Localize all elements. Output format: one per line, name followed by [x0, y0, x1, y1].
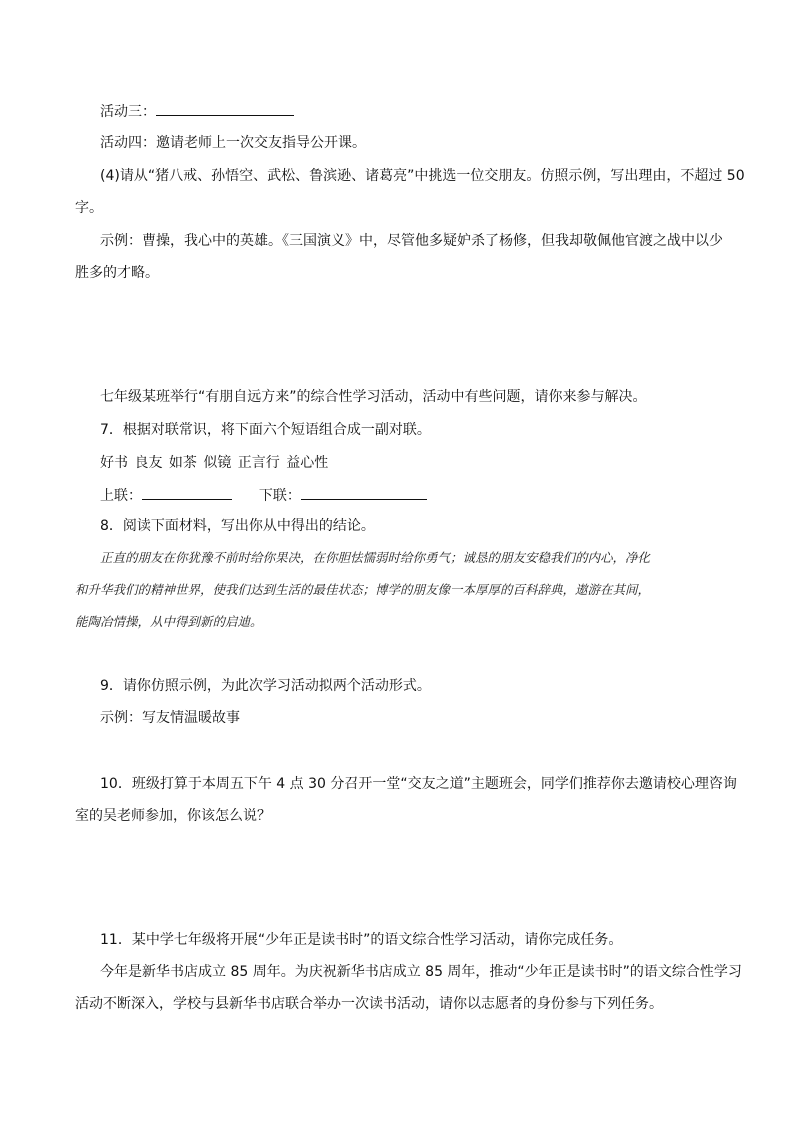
material-line-2: 和升华我们的精神世界，使我们达到生活的最佳状态；博学的朋友像一本厚厚的百科辞典，遨游在其间， [75, 582, 651, 597]
question9-example: 示例：写友情温暖故事 [100, 710, 240, 726]
material-line-3: 能陶冶情操，从中得到新的启迪。 [75, 614, 263, 629]
question7-phrases: 好书 良友 如茶 似镜 正言行 益心性 [100, 455, 329, 471]
question11-text: 11．某中学七年级将开展“少年正是读书时”的语文综合性学习活动，请你完成任务。 [100, 932, 623, 948]
question9-text: 9．请你仿照示例，为此次学习活动拟两个活动形式。 [100, 678, 431, 694]
question11-line2: 活动不断深入，学校与县新华书店联合举办一次读书活动，请你以志愿者的身份参与下列任务。 [75, 996, 663, 1012]
couplet-line [100, 485, 427, 506]
couplet-lower-label: 下联： [258, 488, 301, 504]
question10-line2: 室的吴老师参加，你该怎么说？ [75, 808, 271, 824]
couplet-upper-label: 上联： [100, 488, 142, 504]
section-intro: 七年级某班举行“有朋自远方来”的综合性学习活动，活动中有些问题，请你来参与解决。 [100, 389, 647, 405]
couplet-upper-blank[interactable] [142, 485, 232, 500]
couplet-lower-blank[interactable] [301, 485, 427, 500]
material-line-1: 正直的朋友在你犹豫不前时给你果决，在你胆怯懦弱时给你勇气；诚恳的朋友安稳我们的内心，净化 [100, 550, 651, 565]
activity3-label: 活动三： [100, 104, 156, 120]
question4-line2: 字。 [75, 200, 103, 216]
question11-line1: 今年是新华书店成立 85 周年。为庆祝新华书店成立 85 周年，推动“少年正是读书时”的语文综合性学习 [100, 964, 742, 980]
example1-line2: 胜多的才略。 [75, 265, 159, 281]
activity4-text: 活动四：邀请老师上一次交友指导公开课。 [100, 135, 366, 151]
question10-line1: 10．班级打算于本周五下午 4 点 30 分召开一堂“交友之道”主题班会，同学们推荐你去邀请校心理咨询 [100, 776, 737, 792]
activity3-answer-blank[interactable] [156, 101, 294, 116]
example1-line1: 示例：曹操，我心中的英雄。《三国演义》中，尽管他多疑妒杀了杨修，但我却敬佩他官渡之战中以少 [100, 233, 723, 249]
question7-text: 7．根据对联常识，将下面六个短语组合成一副对联。 [100, 422, 431, 438]
question8-text: 8．阅读下面材料，写出你从中得出的结论。 [100, 518, 375, 534]
activity3-line [100, 101, 294, 122]
question4-line1: (4)请从“猪八戒、孙悟空、武松、鲁滨逊、诸葛亮”中挑选一位交朋友。仿照示例，写出理由，不超过 50 [100, 168, 745, 184]
